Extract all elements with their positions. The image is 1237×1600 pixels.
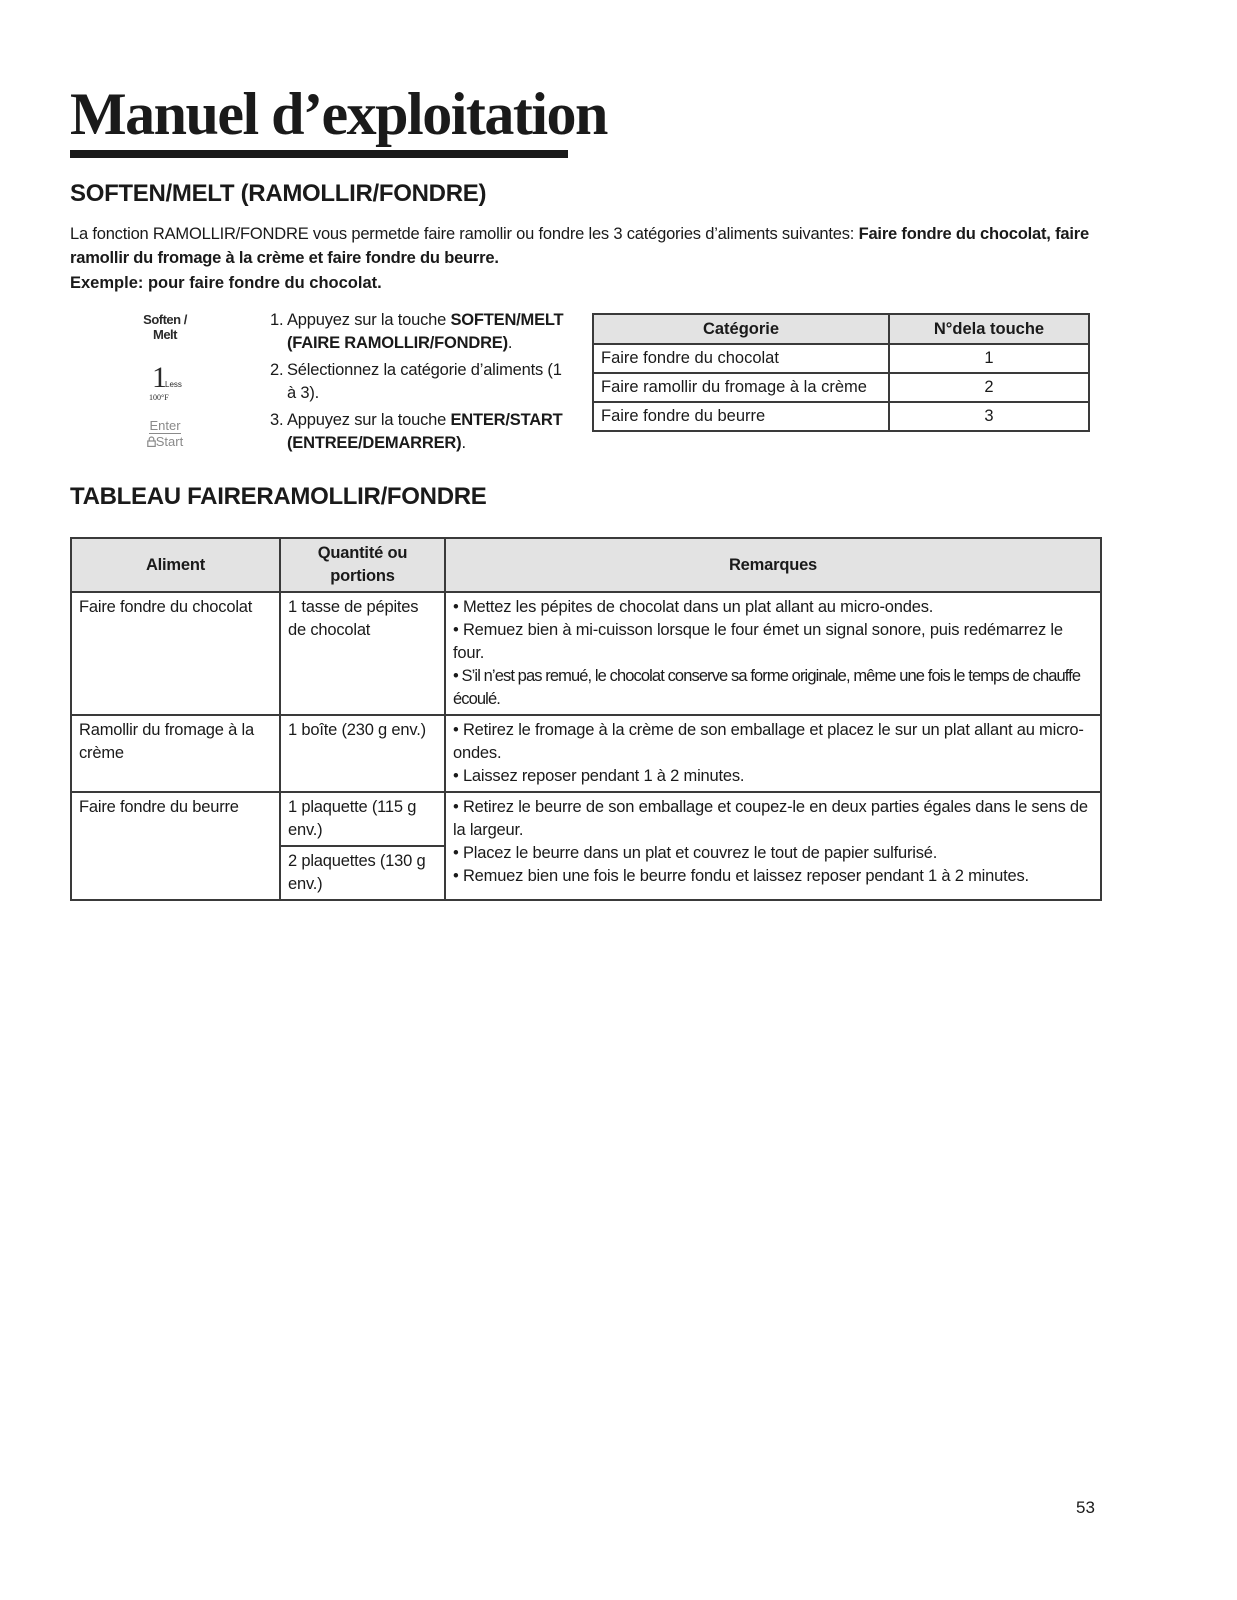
category-cell: Faire fondre du beurre — [593, 402, 889, 431]
number-one-key-icon — [140, 362, 200, 406]
step-text: Appuyez sur la touche — [287, 311, 451, 329]
notes-cell — [445, 792, 1101, 900]
step-number: 2. — [270, 361, 284, 379]
quantity-cell: 1 tasse de pépites de chocolat — [280, 592, 445, 715]
key-number-cell: 3 — [889, 402, 1089, 431]
notes-cell — [445, 592, 1101, 715]
soften-key-line2: Melt — [153, 327, 177, 342]
category-cell: Faire ramollir du fromage à la crème — [593, 373, 889, 402]
food-cell: Ramollir du fromage à la crème — [71, 715, 280, 792]
soften-key-line1: Soften / — [143, 312, 187, 327]
step-text: Sélectionnez la catégorie d’aliments (1 à 3). — [287, 361, 562, 402]
category-table-header-row — [593, 314, 1089, 344]
section-heading-table: TABLEAU FAIRERAMOLLIR/FONDRE — [70, 483, 487, 510]
intro-bold-text: Faire fondre du chocolat, faire ramollir du fromage à la crème et faire fondre du beurre. — [70, 225, 1089, 267]
note-line: • S’il n’est pas remué, le chocolat conserve sa forme originale, même une fois le temps de chauffe écoulé. — [453, 667, 1081, 708]
category-cell: Faire fondre du chocolat — [593, 344, 889, 373]
step-bold: ENTER/START (ENTREE/DEMARRER) — [287, 411, 563, 452]
example-caption: Exemple: pour faire fondre du chocolat. — [70, 274, 382, 292]
column-header-food: Aliment — [71, 538, 280, 592]
start-key-label: Start — [155, 434, 184, 449]
number-key-digit: 1 — [152, 361, 167, 394]
table-row — [593, 344, 1089, 373]
step-item — [270, 409, 565, 455]
number-key-less-label: Less — [165, 380, 182, 389]
quantity-cell: 2 plaquettes (130 g env.) — [280, 846, 445, 900]
table-row — [593, 402, 1089, 431]
step-item — [270, 309, 565, 355]
step-end: . — [461, 434, 466, 452]
key-number-cell: 2 — [889, 373, 1089, 402]
step-number: 3. — [270, 411, 284, 429]
note-line: • Retirez le fromage à la crème de son emballage et placez le sur un plat allant au micro-ondes. — [453, 721, 1084, 762]
lock-icon — [147, 436, 156, 447]
step-item — [270, 359, 565, 405]
quantity-cell: 1 plaquette (115 g env.) — [280, 792, 445, 846]
enter-key-label: Enter — [149, 418, 181, 433]
page-title: Manuel d’exploitation — [70, 81, 607, 147]
key-number-cell: 1 — [889, 344, 1089, 373]
column-header-key-number: N°dela touche — [889, 314, 1089, 344]
category-table — [592, 313, 1090, 432]
intro-text: La fonction RAMOLLIR/FONDRE vous permetde faire ramollir ou fondre les 3 catégories d’aliments suivantes: — [70, 225, 859, 243]
note-line: • Mettez les pépites de chocolat dans un plat allant au micro-ondes. — [453, 598, 934, 616]
note-line: • Remuez bien à mi-cuisson lorsque le four émet un signal sonore, puis redémarrez le four. — [453, 621, 1063, 662]
step-bold: SOFTEN/MELT (FAIRE RAMOLLIR/FONDRE) — [287, 311, 564, 352]
soften-table-header-row — [71, 538, 1101, 592]
step-text: Appuyez sur la touche — [287, 411, 451, 429]
title-rule — [70, 150, 568, 158]
step-number: 1. — [270, 311, 284, 329]
food-cell: Faire fondre du chocolat — [71, 592, 280, 715]
enter-start-key-icon — [120, 418, 210, 450]
food-cell: Faire fondre du beurre — [71, 792, 280, 900]
step-end: . — [507, 334, 513, 352]
column-header-notes: Remarques — [445, 538, 1101, 592]
soften-melt-key-icon — [120, 312, 210, 342]
notes-cell — [445, 715, 1101, 792]
table-row — [71, 792, 1101, 846]
quantity-cell: 1 boîte (230 g env.) — [280, 715, 445, 792]
page-number: 53 — [1076, 1498, 1095, 1517]
column-header-quantity: Quantité ou portions — [280, 538, 445, 592]
table-row — [71, 592, 1101, 715]
note-line: • Remuez bien une fois le beurre fondu et laissez reposer pendant 1 à 2 minutes. — [453, 867, 1029, 885]
steps-list — [270, 309, 565, 459]
note-line: • Placez le beurre dans un plat et couvrez le tout de papier sulfurisé. — [453, 844, 938, 862]
note-line: • Retirez le beurre de son emballage et coupez-le en deux parties égales dans le sens de la largeur. — [453, 798, 1088, 839]
note-line: • Laissez reposer pendant 1 à 2 minutes. — [453, 767, 745, 785]
soften-melt-table — [70, 537, 1102, 901]
table-row — [71, 715, 1101, 792]
number-key-temp-label: 100°F — [149, 393, 169, 402]
section-heading-soften-melt: SOFTEN/MELT (RAMOLLIR/FONDRE) — [70, 180, 487, 207]
column-header-category: Catégorie — [593, 314, 889, 344]
intro-paragraph — [70, 222, 1110, 270]
table-row — [593, 373, 1089, 402]
